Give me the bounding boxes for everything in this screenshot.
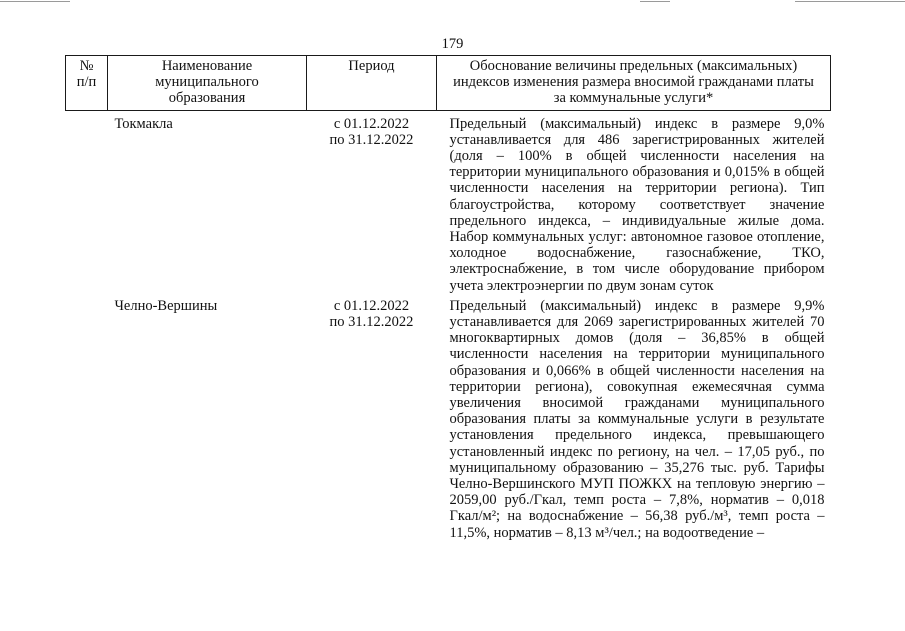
period-cell	[307, 294, 437, 541]
table-row	[66, 110, 831, 294]
scan-edge-mark-right	[795, 1, 905, 2]
basis-text: Предельный (максимальный) индекс в размере 9,0% устанавливается для 486 зарегистрированных жителей (доля – 100% в общей численности населения на территории муниципального образования и 0,015% в общей численности населения на территории региона). Тип благоустройства, которому соответствует значение предельного индекса, – индивидуальные жилые дома. Набор коммунальных услуг: автономное газовое отопление, холодное водоснабжение, газоснабжение, ТКО, электроснабжение, в том числе оборудование прибором учета электроэнергии по двум зонам суток	[449, 115, 825, 294]
header-number	[66, 56, 108, 111]
row-number	[66, 294, 108, 541]
basis-text: Предельный (максимальный) индекс в размере 9,9% устанавливается для 2069 зарегистрированных жителей 70 многоквартирных домов (доля – 36,85% в общей численности населения на территории муниципального образования и 0,066% в общей численности населения на территории региона), совокупная ежемесячная сумма увеличения вносимой гражданами муниципального образования платы за коммунальные услуги в результате установления предельного индекса, превышающего установленный индекс по региону, на чел. – 17,05 руб., по муниципальному образованию – 35,276 тыс. руб. Тарифы Челно-Вершинского МУП ПОЖКХ на тепловую энергию – 2059,00 руб./Гкал, темп роста – 7,8%, норматив – 0,018 Гкал/м²; на водоснабжение – 56,38 руб./м³, темп роста – 11,5%, норматив – 8,13 м³/чел.; на водоотведение –	[449, 297, 825, 541]
municipality-name: Челно-Вершины	[114, 297, 218, 314]
period-start: с 01.12.2022	[333, 115, 410, 132]
page-number: 179	[441, 36, 464, 52]
table-header-row	[66, 56, 831, 111]
header-name-line: муниципального	[155, 74, 259, 91]
municipality-name: Токмакла	[114, 115, 173, 132]
header-period-line: Период	[348, 58, 395, 74]
header-basis-line: за коммунальные услуги*	[553, 90, 714, 107]
tariff-index-table	[65, 55, 831, 541]
header-basis-line: Обоснование величины предельных (максимальных)	[469, 58, 798, 74]
table-body	[66, 110, 831, 541]
header-number-line: п/п	[76, 74, 97, 91]
scan-edge-mark-middle	[640, 1, 670, 2]
header-basis-line: индексов изменения размера вносимой гражданами платы	[453, 74, 814, 91]
period-end: по 31.12.2022	[329, 131, 414, 148]
header-name-line: Наименование	[161, 58, 253, 74]
table-header	[66, 56, 831, 111]
header-municipality-name	[108, 56, 307, 111]
period-cell	[307, 110, 437, 294]
header-name-line: образования	[168, 90, 246, 107]
table-row	[66, 294, 831, 541]
header-basis	[437, 56, 831, 111]
period-start: с 01.12.2022	[333, 297, 410, 314]
row-number	[66, 110, 108, 294]
scan-edge-mark-left	[0, 1, 70, 2]
header-number-line: №	[79, 58, 94, 74]
header-period	[307, 56, 437, 111]
scan-edge-marks	[0, 0, 905, 6]
period-end: по 31.12.2022	[329, 314, 414, 331]
